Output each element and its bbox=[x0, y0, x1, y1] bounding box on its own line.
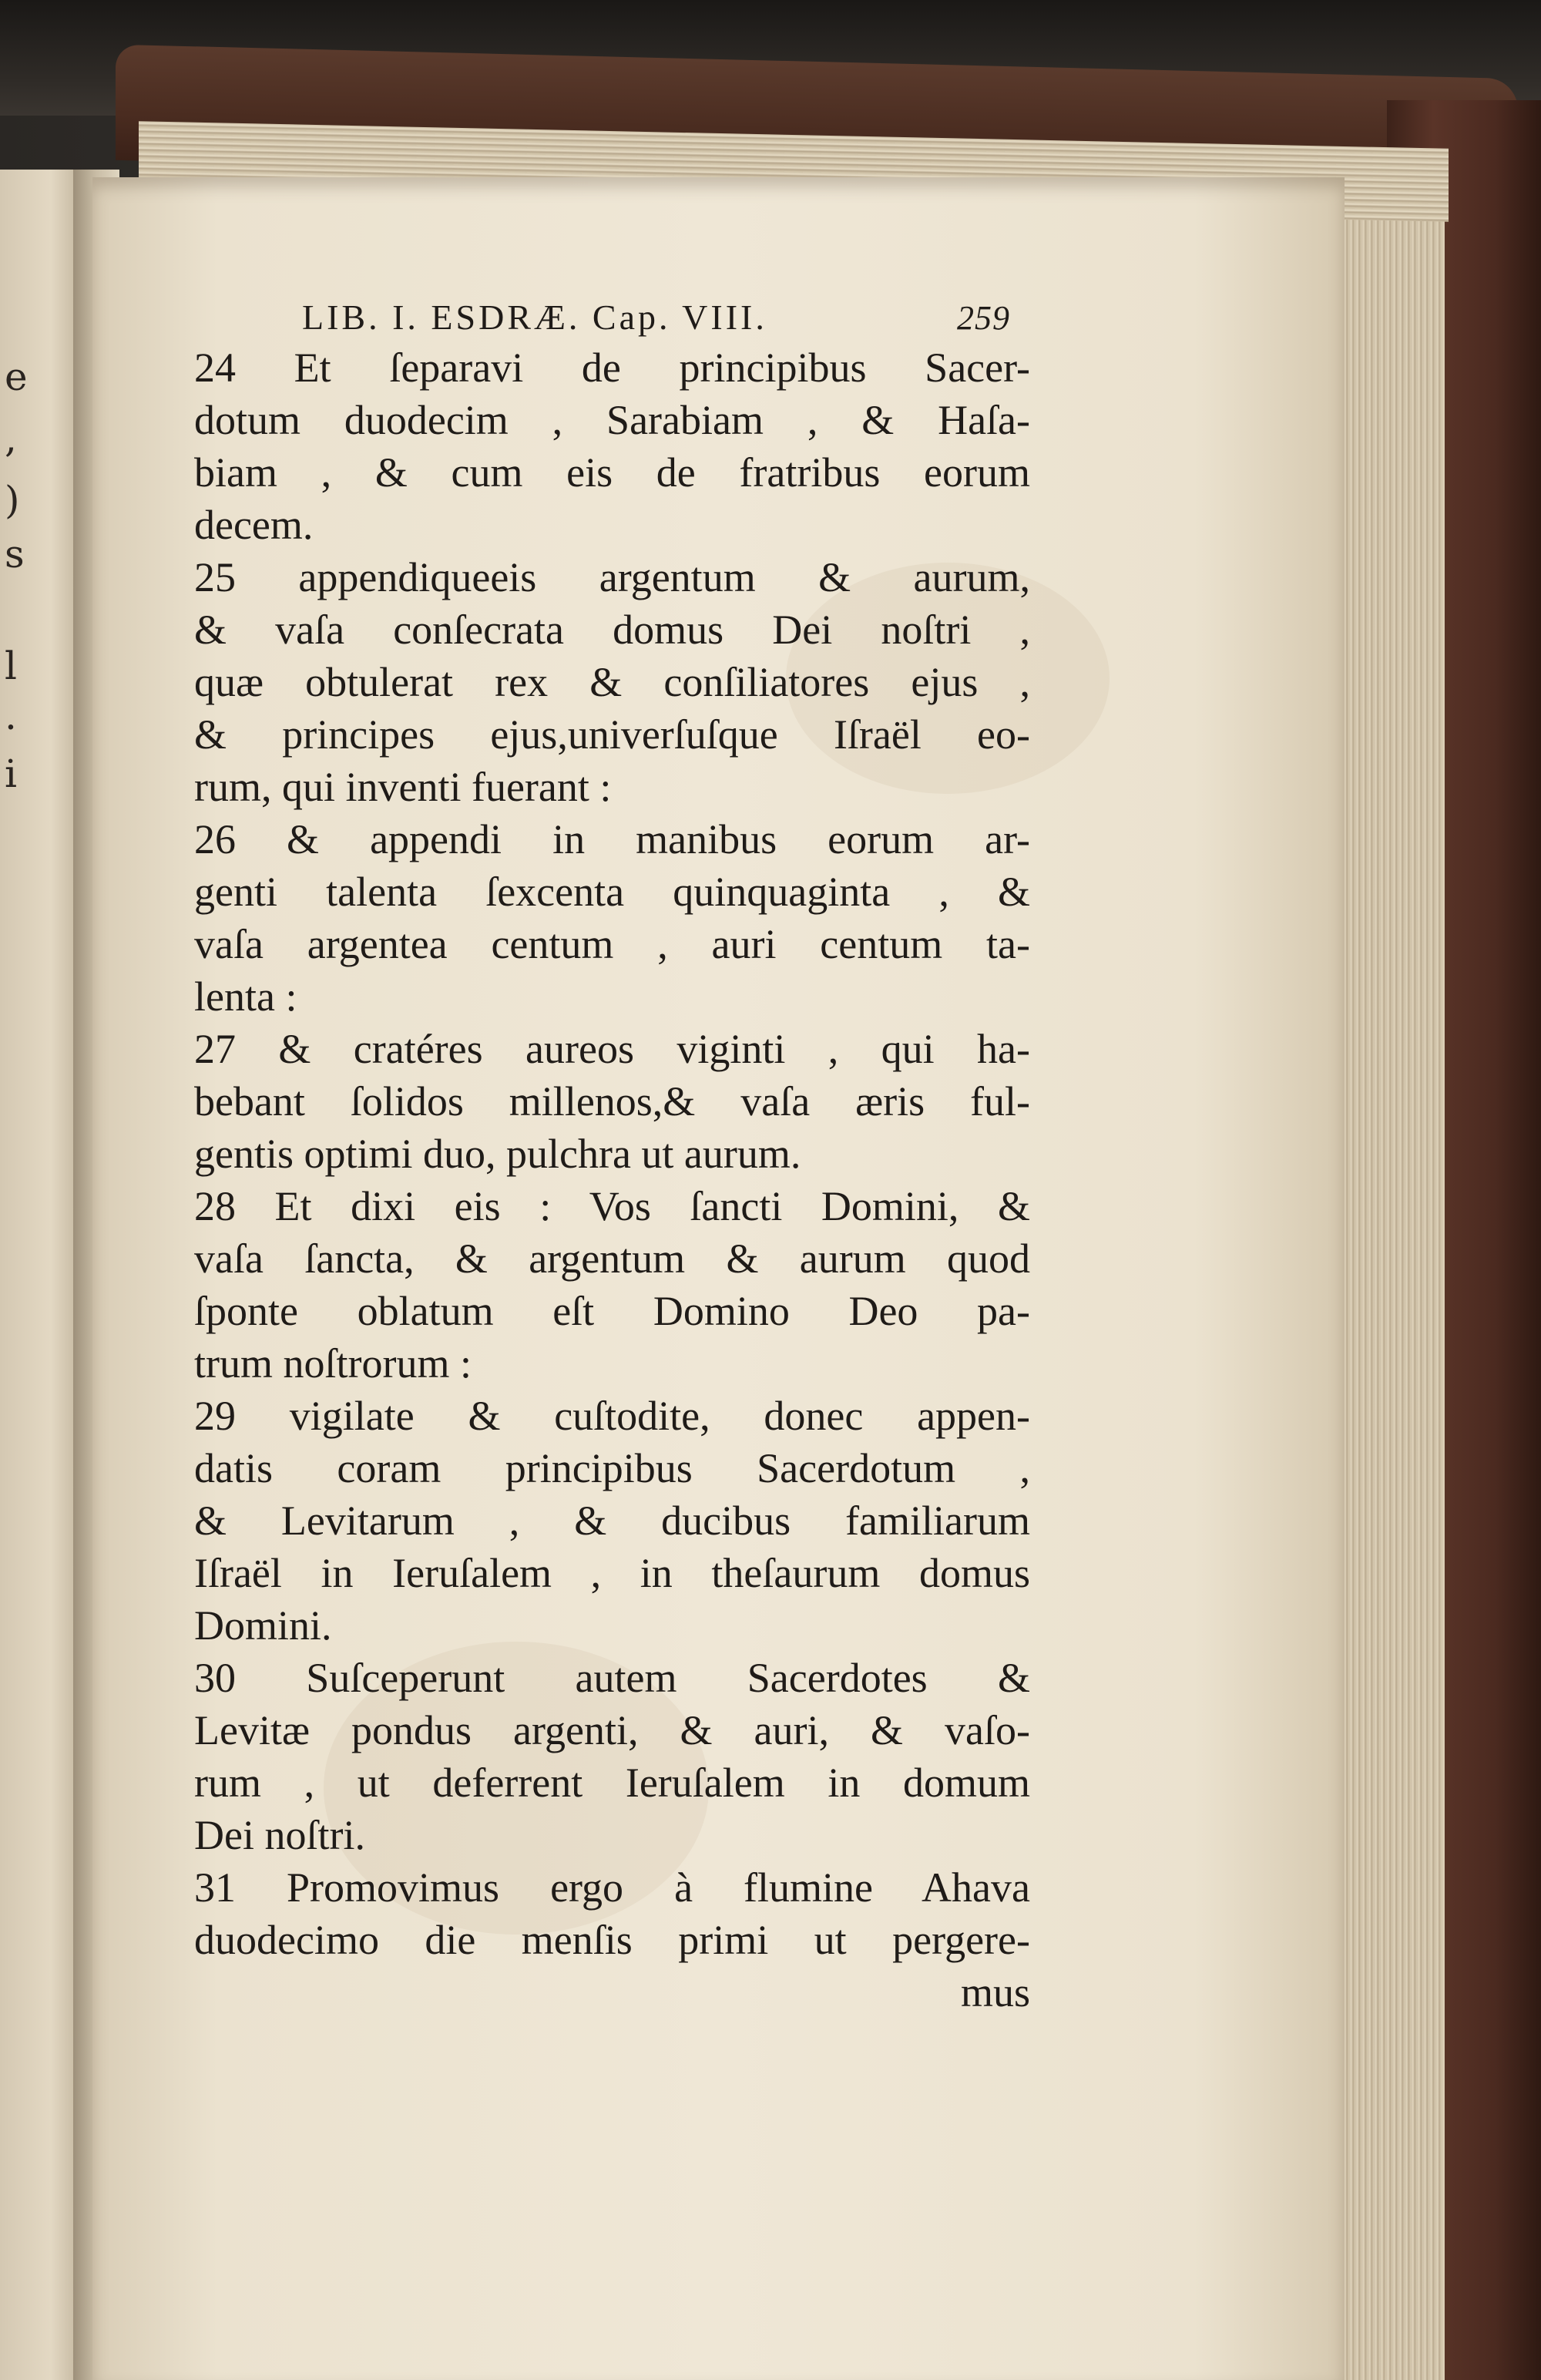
text-line: biam , & cum eis de fratribus eorum bbox=[194, 449, 1030, 496]
text-line: 25 appendiqueeis argentum & aurum, bbox=[194, 554, 1030, 600]
left-edge-char: ) bbox=[5, 478, 20, 523]
text-line: 26 & appendi in manibus eorum ar- bbox=[194, 816, 1030, 862]
text-line: 30 Suſceperunt autem Sacerdotes & bbox=[194, 1655, 1030, 1701]
verse-27 bbox=[194, 1023, 1030, 1180]
text-line: rum , ut deferrent Ieruſalem in domum bbox=[194, 1760, 1030, 1806]
text-line: Domini. bbox=[194, 1602, 332, 1649]
left-edge-char: i bbox=[5, 751, 17, 796]
left-edge-char: , bbox=[5, 416, 17, 461]
text-line: & principes ejus,univerſuſque Iſraël eo- bbox=[194, 711, 1030, 758]
text-line: datis coram principibus Sacerdotum , bbox=[194, 1445, 1030, 1491]
left-edge-char: e bbox=[5, 355, 28, 399]
text-line: bebant ſolidos millenos,& vaſa æris ful- bbox=[194, 1078, 1030, 1124]
text-line: vaſa ſancta, & argentum & aurum quod bbox=[194, 1235, 1030, 1282]
text-line: Iſraël in Ieruſalem , in theſaurum domus bbox=[194, 1550, 1030, 1596]
left-edge-char: l bbox=[5, 644, 17, 688]
verse-30 bbox=[194, 1652, 1030, 1861]
text-line: quæ obtulerat rex & conſiliatores ejus , bbox=[194, 659, 1030, 705]
text-line: lenta : bbox=[194, 973, 297, 1020]
left-edge-char: s bbox=[5, 532, 25, 577]
text-line: & vaſa conſecrata domus Dei noſtri , bbox=[194, 607, 1030, 653]
catchword: mus bbox=[960, 1969, 1030, 2015]
text-line: Dei noſtri. bbox=[194, 1812, 365, 1858]
verse-29 bbox=[194, 1390, 1030, 1652]
text-line: duodecimo die menſis primi ut pergere- bbox=[194, 1917, 1030, 1963]
left-edge-char: . bbox=[5, 694, 17, 738]
text-line: vaſa argentea centum , auri centum ta- bbox=[194, 921, 1030, 967]
text-line: gentis optimi duo, pulchra ut aurum. bbox=[194, 1131, 801, 1177]
text-line: decem. bbox=[194, 502, 314, 548]
left-page-edge-characters bbox=[0, 0, 28, 2380]
page-stack-fore-edge bbox=[1337, 185, 1445, 2380]
text-line: 31 Promovimus ergo à flumine Ahava bbox=[194, 1864, 1030, 1911]
folio-number: 259 bbox=[957, 299, 1010, 337]
text-line: genti talenta ſexcenta quinquaginta , & bbox=[194, 869, 1030, 915]
text-line: Levitæ pondus argenti, & auri, & vaſo- bbox=[194, 1707, 1030, 1753]
page-text-block bbox=[194, 297, 1030, 2019]
text-line: rum, qui inventi fuerant : bbox=[194, 764, 612, 810]
running-title: LIB. I. ESDRÆ. Cap. VIII. bbox=[302, 298, 767, 337]
text-line: 27 & cratéres aureos viginti , qui ha- bbox=[194, 1026, 1030, 1072]
verse-24 bbox=[194, 341, 1030, 551]
text-line: & Levitarum , & ducibus familiarum bbox=[194, 1498, 1030, 1544]
text-line: 24 Et ſeparavi de principibus Sacer- bbox=[194, 345, 1030, 391]
text-line: ſponte oblatum eſt Domino Deo pa- bbox=[194, 1288, 1030, 1334]
text-line: 28 Et dixi eis : Vos ſancti Domini, & bbox=[194, 1183, 1030, 1229]
text-line: 29 vigilate & cuſtodite, donec appen- bbox=[194, 1393, 1030, 1439]
verse-28 bbox=[194, 1180, 1030, 1390]
verse-25 bbox=[194, 551, 1030, 813]
text-line: trum noſtrorum : bbox=[194, 1340, 472, 1387]
text-line: dotum duodecim , Sarabiam , & Haſa- bbox=[194, 397, 1030, 443]
verse-31 bbox=[194, 1861, 1030, 1966]
verse-26 bbox=[194, 813, 1030, 1023]
running-header bbox=[302, 297, 1030, 341]
